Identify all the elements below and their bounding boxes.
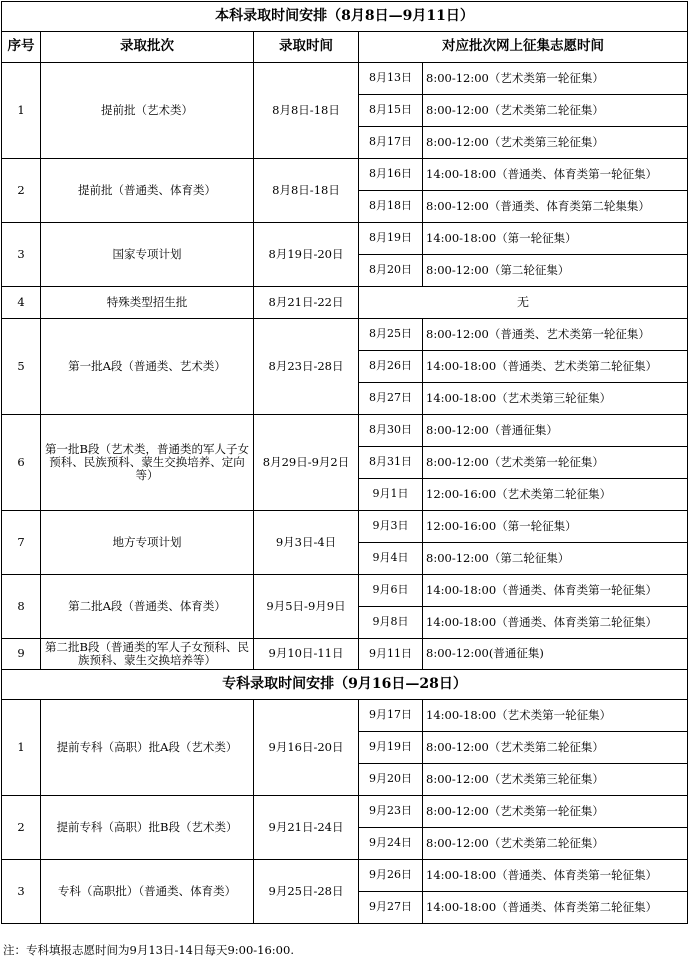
batch-number: 3 (2, 223, 41, 287)
solicitation-time: 8:00-12:00（艺术类第二轮征集） (423, 95, 688, 127)
batch-time: 8月23日-28日 (254, 319, 359, 415)
solicitation-date: 8月31日 (359, 447, 423, 479)
solicitation-time: 14:00-18:00（普通类、体育类第二轮征集） (423, 607, 688, 639)
solicitation-date: 9月26日 (359, 860, 423, 892)
solicitation-time: 14:00-18:00（普通类、体育类第一轮征集） (423, 860, 688, 892)
solicitation-date: 9月20日 (359, 764, 423, 796)
solicitation-date: 9月27日 (359, 892, 423, 924)
batch-number: 9 (2, 639, 41, 670)
batch-time: 8月8日-18日 (254, 63, 359, 159)
batch-time: 8月19日-20日 (254, 223, 359, 287)
solicitation-date: 9月4日 (359, 543, 423, 575)
batch-name: 第一批A段（普通类、艺术类） (41, 319, 254, 415)
solicitation-time: 8:00-12:00（艺术类第一轮征集） (423, 63, 688, 95)
solicitation-time: 8:00-12:00（普通类、艺术类第一轮征集） (423, 319, 688, 351)
batch-name: 提前专科（高职）批A段（艺术类） (41, 700, 254, 796)
solicitation-time: 8:00-12:00（普通类、体育类第二轮集集） (423, 191, 688, 223)
solicitation-date: 9月19日 (359, 732, 423, 764)
table-row (2, 796, 688, 828)
footnote: 注：专科填报志愿时间为9月13日-14日每天9:00-16:00. (3, 943, 294, 957)
batch-name: 第二批B段（普通类的军人子女预科、民族预科、蒙生交换培养等） (41, 639, 254, 670)
batch-time: 8月29日-9月2日 (254, 415, 359, 511)
batch-name: 特殊类型招生批 (41, 287, 254, 319)
solicitation-date: 9月11日 (359, 639, 423, 670)
table-row (2, 159, 688, 191)
solicitation-date: 9月6日 (359, 575, 423, 607)
solicitation-date: 9月3日 (359, 511, 423, 543)
batch-name: 第二批A段（普通类、体育类） (41, 575, 254, 639)
solicitation-time: 8:00-12:00（普通征集） (423, 415, 688, 447)
table-row (2, 63, 688, 95)
table-row (2, 287, 688, 319)
table-row (2, 223, 688, 255)
table-row (2, 860, 688, 892)
batch-number: 1 (2, 700, 41, 796)
solicitation-time: 8:00-12:00（艺术类第二轮征集） (423, 732, 688, 764)
solicitation-time: 8:00-12:00（艺术类第三轮征集） (423, 764, 688, 796)
table-row (2, 700, 688, 732)
solicitation-time: 14:00-18:00（普通类、体育类第二轮征集） (423, 892, 688, 924)
solicitation-time: 8:00-12:00（艺术类第二轮征集） (423, 828, 688, 860)
header-time: 录取时间 (254, 32, 359, 63)
batch-time: 9月16日-20日 (254, 700, 359, 796)
batch-number: 5 (2, 319, 41, 415)
batch-name: 提前批（普通类、体育类） (41, 159, 254, 223)
solicitation-time: 14:00-18:00（艺术类第一轮征集） (423, 700, 688, 732)
solicitation-time: 8:00-12:00（艺术类第一轮征集） (423, 447, 688, 479)
solicitation-time: 14:00-18:00（普通类、艺术类第二轮征集） (423, 351, 688, 383)
solicitation-date: 8月19日 (359, 223, 423, 255)
batch-number: 1 (2, 63, 41, 159)
table-row (2, 319, 688, 351)
batch-time: 9月3日-4日 (254, 511, 359, 575)
batch-number: 7 (2, 511, 41, 575)
batch-number: 2 (2, 159, 41, 223)
solicitation-date: 8月25日 (359, 319, 423, 351)
solicitation-time: 8:00-12:00(普通征集) (423, 639, 688, 670)
batch-time: 9月21日-24日 (254, 796, 359, 860)
batch-name: 国家专项计划 (41, 223, 254, 287)
solicitation-time: 8:00-12:00（艺术类第一轮征集） (423, 796, 688, 828)
solicitation-date: 9月24日 (359, 828, 423, 860)
table-body (2, 2, 688, 924)
solicitation-date: 9月17日 (359, 700, 423, 732)
solicitation-time: 14:00-18:00（第一轮征集） (423, 223, 688, 255)
solicitation-date: 8月17日 (359, 127, 423, 159)
batch-number: 8 (2, 575, 41, 639)
batch-number: 6 (2, 415, 41, 511)
header-batch: 录取批次 (41, 32, 254, 63)
table-row (2, 415, 688, 447)
batch-time: 8月21日-22日 (254, 287, 359, 319)
admission-schedule-table (1, 1, 688, 924)
batch-name: 提前批（艺术类） (41, 63, 254, 159)
solicitation-date: 8月15日 (359, 95, 423, 127)
solicitation-date: 9月1日 (359, 479, 423, 511)
solicitation-time: 14:00-18:00（普通类、体育类第一轮征集） (423, 159, 688, 191)
header-solicitation-time: 对应批次网上征集志愿时间 (359, 32, 688, 63)
solicitation-time: 14:00-18:00（普通类、体育类第一轮征集） (423, 575, 688, 607)
solicitation-date: 8月27日 (359, 383, 423, 415)
batch-name: 提前专科（高职）批B段（艺术类） (41, 796, 254, 860)
solicitation-time: 8:00-12:00（第二轮征集） (423, 255, 688, 287)
solicitation-date: 8月20日 (359, 255, 423, 287)
table-row (2, 575, 688, 607)
solicitation-date: 8月26日 (359, 351, 423, 383)
solicitation-time: 12:00-16:00（第一轮征集） (423, 511, 688, 543)
batch-time: 9月25日-28日 (254, 860, 359, 924)
solicitation-date: 8月16日 (359, 159, 423, 191)
batch-time: 9月5日-9月9日 (254, 575, 359, 639)
batch-number: 3 (2, 860, 41, 924)
batch-time: 8月8日-18日 (254, 159, 359, 223)
table-row (2, 639, 688, 670)
batch-number: 4 (2, 287, 41, 319)
solicitation-time: 8:00-12:00（第二轮征集） (423, 543, 688, 575)
solicitation-date: 8月13日 (359, 63, 423, 95)
solicitation-time: 8:00-12:00（艺术类第三轮征集） (423, 127, 688, 159)
solicitation-date: 8月30日 (359, 415, 423, 447)
vocational-section-title: 专科录取时间安排（9月16日—28日） (2, 670, 688, 700)
solicitation-time: 12:00-16:00（艺术类第二轮征集） (423, 479, 688, 511)
solicitation-time: 14:00-18:00（艺术类第三轮征集） (423, 383, 688, 415)
no-solicitation: 无 (359, 287, 688, 319)
bachelor-section-title: 本科录取时间安排（8月8日—9月11日） (2, 2, 688, 32)
batch-name: 专科（高职批）（普通类、体育类） (41, 860, 254, 924)
batch-name: 第一批B段（艺术类，普通类的军人子女预科、民族预科、蒙生交换培养、定向等） (41, 415, 254, 511)
header-row (2, 32, 688, 63)
header-no: 序号 (2, 32, 41, 63)
table-row (2, 511, 688, 543)
batch-name: 地方专项计划 (41, 511, 254, 575)
batch-time: 9月10日-11日 (254, 639, 359, 670)
solicitation-date: 8月18日 (359, 191, 423, 223)
solicitation-date: 9月23日 (359, 796, 423, 828)
solicitation-date: 9月8日 (359, 607, 423, 639)
batch-number: 2 (2, 796, 41, 860)
